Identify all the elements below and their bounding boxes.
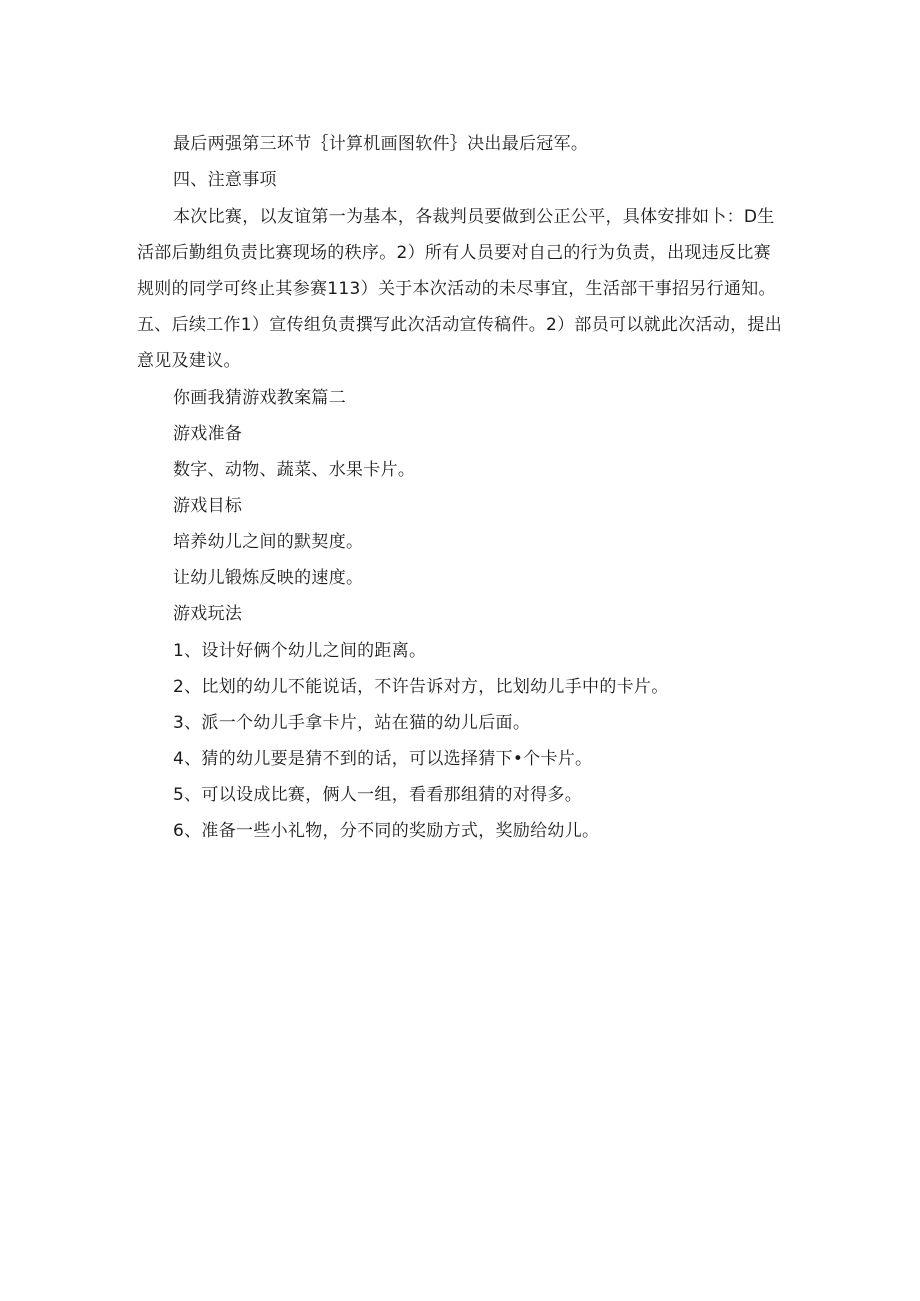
text-line-goal-1: 培养幼儿之间的默契度。 (173, 532, 364, 552)
list-item-2: 2、比划的幼儿不能说话，不许告诉对方，比划幼儿手中的卡片。 (173, 677, 669, 697)
list-item-3: 3、派一个幼儿手拿卡片，站在猫的幼儿后面。 (173, 713, 531, 733)
section-title-part-two: 你画我猜游戏教案篇二 (173, 388, 346, 408)
text-line-rules-3: 规则的同学可终止其参赛113）关于本次活动的未尽事宜，生活部干事招另行通知。 (137, 279, 776, 299)
text-line-rules-1: 本次比赛，以友谊第一为基本，各裁判员要做到公正公平，具体安排如卜：D生 (173, 207, 775, 227)
heading-game-prep: 游戏准备 (173, 424, 243, 444)
text-line-followup-1: 五、后续工作1）宣传组负责撰写此次活动宣传稿件。2）部员可以就此次活动，提出 (137, 315, 783, 335)
list-item-1: 1、设计好俩个幼儿之间的距离。 (173, 641, 427, 661)
heading-game-play: 游戏玩法 (173, 604, 243, 624)
text-line-final-round: 最后两强第三环节｛计算机画图软件｝决出最后冠军。 (173, 134, 589, 154)
heading-game-goal: 游戏目标 (173, 496, 243, 516)
list-item-4: 4、猜的幼儿要是猜不到的话，可以选择猜下•个卡片。 (173, 749, 593, 769)
text-line-followup-2: 意见及建议。 (137, 351, 241, 371)
text-line-goal-2: 让幼儿锻炼反映的速度。 (173, 568, 364, 588)
list-item-5: 5、可以设成比赛，俩人一组，看看那组猜的对得多。 (173, 785, 583, 805)
heading-notes: 四、注意事项 (173, 170, 277, 190)
list-item-6: 6、准备一些小礼物，分不同的奖励方式，奖励给幼儿。 (173, 821, 600, 841)
text-line-rules-2: 活部后勤组负责比赛现场的秩序。2）所有人员要对自己的行为负责，出现违反比赛 (137, 243, 771, 263)
text-line-prep: 数字、动物、蔬菜、水果卡片。 (173, 460, 416, 480)
